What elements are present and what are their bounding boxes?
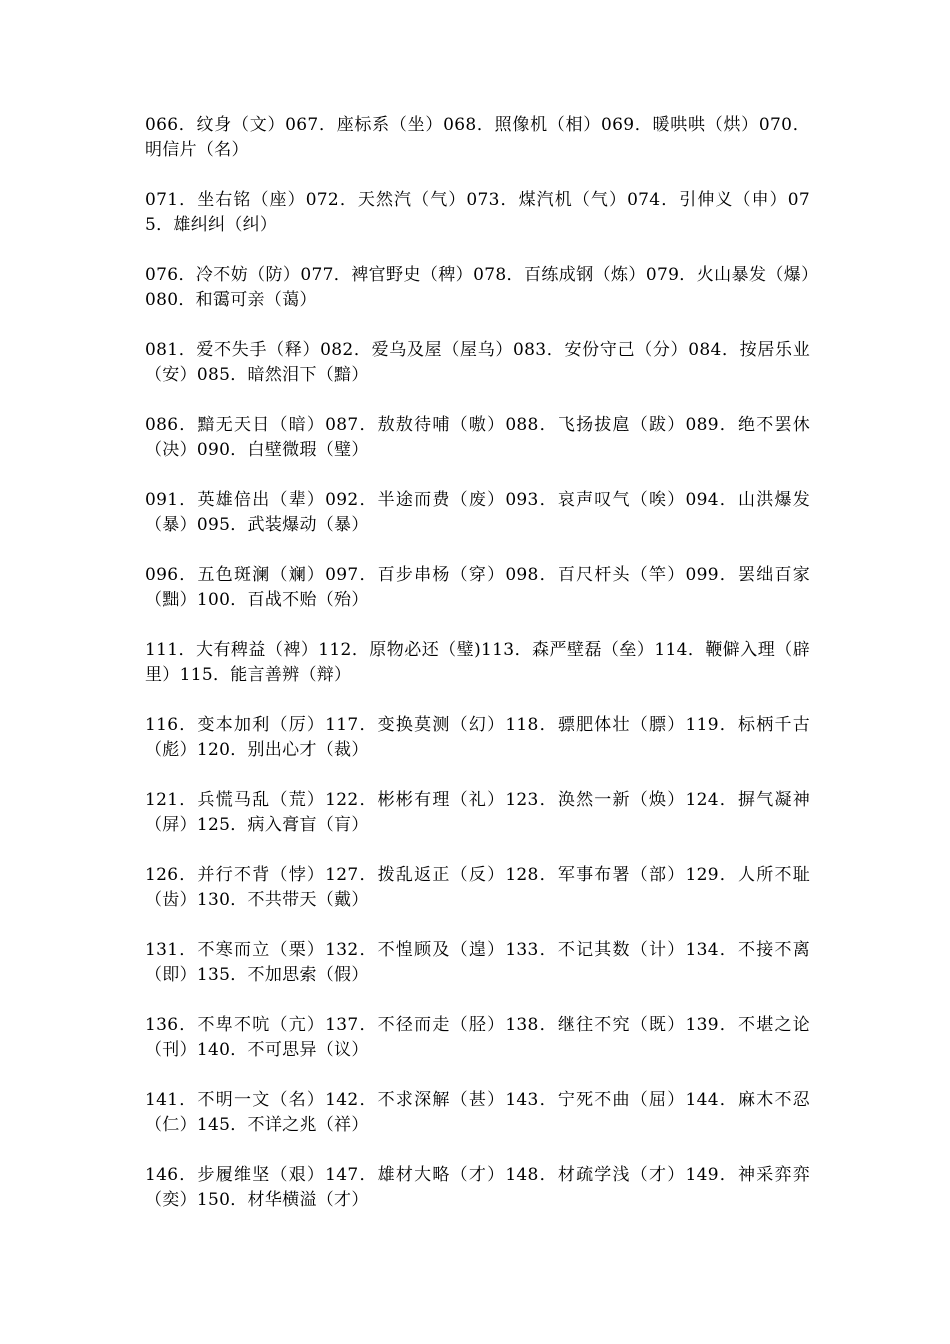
entry-paragraph: 136．不卑不吭（亢）137．不径而走（胫）138．继往不究（既）139．不堪之论（刊）140．不可思异（议）: [145, 1015, 810, 1060]
entry-paragraph: 066．纹身（文）067．座标系（坐）068．照像机（相）069．暖哄哄（烘）070．明信片（名）: [145, 115, 810, 160]
entry-paragraph: 076．冷不妨（防）077．裨官野史（稗）078．百练成钢（炼）079．火山暴发（爆）080．和霭可亲（蔼）: [145, 265, 810, 310]
document-body: [145, 113, 810, 1238]
entry-paragraph: 091．英雄倍出（辈）092．半途而费（废）093．哀声叹气（唉）094．山洪爆发（暴）095．武装爆动（暴）: [145, 490, 810, 535]
entry-paragraph: 126．并行不背（悖）127．拨乱返正（反）128．军事布署（部）129．人所不耻（齿）130．不共带天（戴）: [145, 865, 810, 910]
entry-paragraph: 121．兵慌马乱（荒）122．彬彬有理（礼）123．涣然一新（焕）124．摒气凝神（屏）125．病入膏盲（肓）: [145, 790, 810, 835]
entry-paragraph: 086．黯无天日（暗）087．敖敖待哺（嗷）088．飞扬拔扈（跋）089．绝不罢休（决）090．白壁微瑕（璧）: [145, 415, 810, 460]
entry-paragraph: 116．变本加利（厉）117．变换莫测（幻）118．骠肥体壮（膘）119．标柄千古（彪）120．别出心才（裁）: [145, 715, 810, 760]
entry-paragraph: 111．大有稗益（裨）112．原物必还（璧)113．森严壁磊（垒）114．鞭僻入理（辟里）115．能言善辨（辩）: [145, 640, 810, 685]
entry-paragraph: 146．步履维坚（艰）147．雄材大略（才）148．材疏学浅（才）149．神采弈弈（奕）150．材华横溢（才）: [145, 1165, 810, 1210]
entry-paragraph: 131．不寒而立（栗）132．不惶顾及（遑）133．不记其数（计）134．不接不离（即）135．不加思索（假）: [145, 940, 810, 985]
entry-paragraph: 141．不明一文（名）142．不求深解（甚）143．宁死不曲（屈）144．麻木不忍（仁）145．不详之兆（祥）: [145, 1090, 810, 1135]
entry-paragraph: 071．坐右铭（座）072．天然汽（气）073．煤汽机（气）074．引伸义（申）075．雄纠纠（纠）: [145, 190, 810, 235]
entry-paragraph: 096．五色斑澜（斓）097．百步串杨（穿）098．百尺杆头（竿）099．罢绌百家（黜）100．百战不贻（殆）: [145, 565, 810, 610]
entry-paragraph: 081．爱不失手（释）082．爱乌及屋（屋乌）083．安份守己（分）084．按居乐业（安）085．暗然泪下（黯）: [145, 340, 810, 385]
